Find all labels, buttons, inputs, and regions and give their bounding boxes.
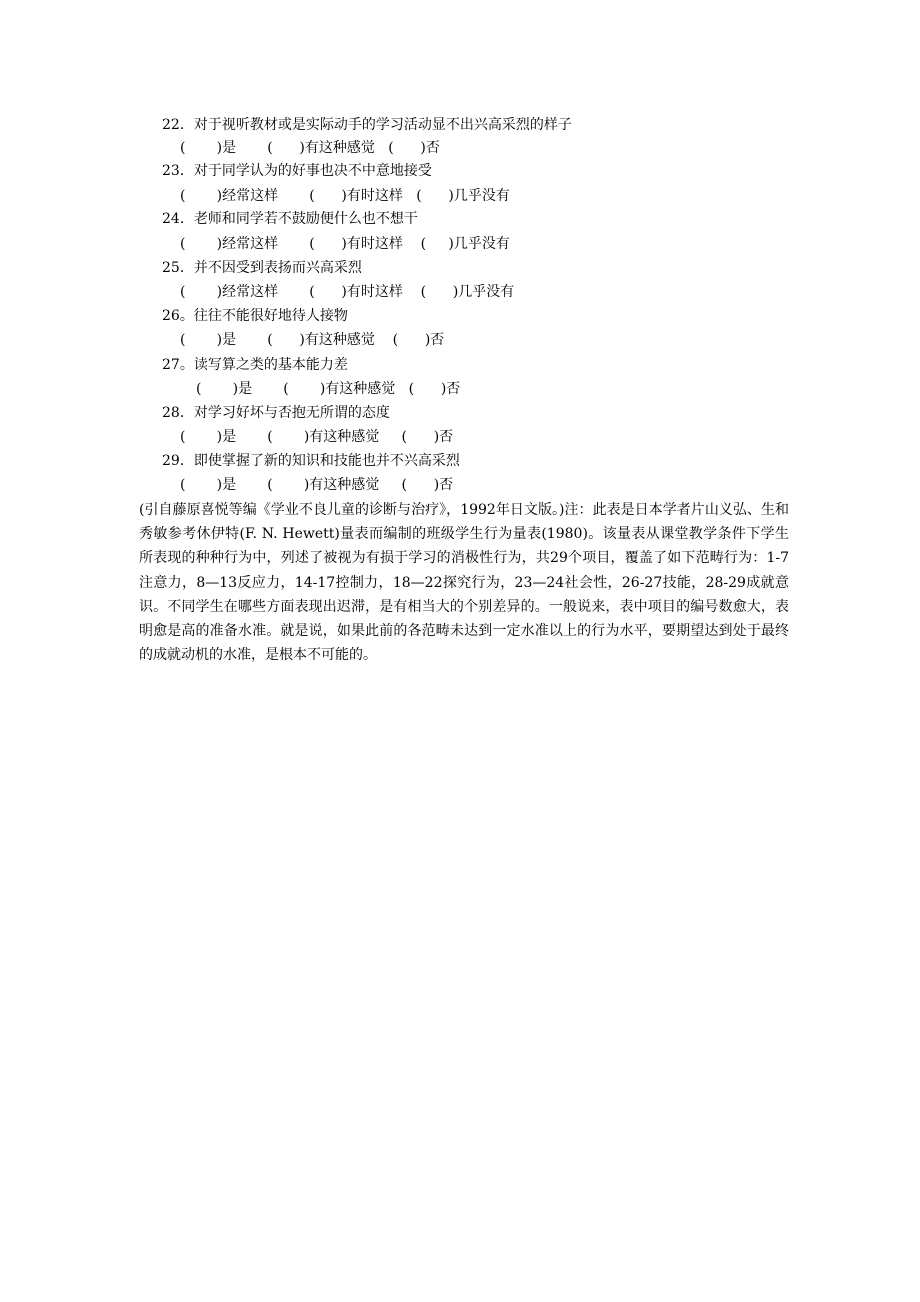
- question-26: 26。往往不能很好地待人接物: [162, 308, 348, 324]
- options-25: ( )经常这样 ( )有时这样 ( )几乎没有: [180, 284, 515, 300]
- options-23: ( )经常这样 ( )有时这样 ( )几乎没有: [180, 188, 510, 204]
- question-28: 28．对学习好坏与否抱无所谓的态度: [162, 405, 390, 421]
- question-22: 22．对于视听教材或是实际动手的学习活动显不出兴高采烈的样子: [162, 117, 572, 133]
- options-26: ( )是 ( )有这种感觉 ( )否: [180, 332, 445, 348]
- question-25: 25．并不因受到表扬而兴高采烈: [162, 260, 362, 276]
- options-22: ( )是 ( )有这种感觉 ( )否: [180, 140, 440, 156]
- question-24: 24．老师和同学若不鼓励便什么也不想干: [162, 211, 418, 227]
- options-29: ( )是 ( )有这种感觉 ( )否: [180, 477, 454, 493]
- options-24: ( )经常这样 ( )有时这样 ( )几乎没有: [180, 236, 510, 252]
- source-note: [139, 498, 789, 667]
- note-paragraph: (引自藤原喜悦等编《学业不良儿童的诊断与治疗》，1992年日文版。)注：此表是日本学者片山义弘、生和秀敏参考休伊特(F. N. Hewett)量表而编制的班级学生行为量表(1980)。该量表从课堂教学条件下学生所表现的种种行为中，列述了被视为有损于学习的消极性行为，共29个项目，覆盖了如下范畴行为：1-7注意力，8—13反应力，14-17控制力，18—22探究行为，23—24社会性，26-27技能，28-29成就意识。不同学生在哪些方面表现出迟滞，是有相当大的个别差异的。一般说来，表中项目的编号数愈大，表明愈是高的准备水准。就是说，如果此前的各范畴未达到一定水准以上的行为水平，要期望达到处于最终的成就动机的水准，是根本不可能的。: [139, 502, 789, 664]
- options-28: ( )是 ( )有这种感觉 ( )否: [180, 429, 454, 445]
- question-23: 23．对于同学认为的好事也决不中意地接受: [162, 163, 432, 179]
- question-29: 29．即使掌握了新的知识和技能也并不兴高采烈: [162, 453, 460, 469]
- options-27: ( )是 ( )有这种感觉 ( )否: [196, 381, 461, 397]
- question-27: 27。读写算之类的基本能力差: [162, 357, 348, 373]
